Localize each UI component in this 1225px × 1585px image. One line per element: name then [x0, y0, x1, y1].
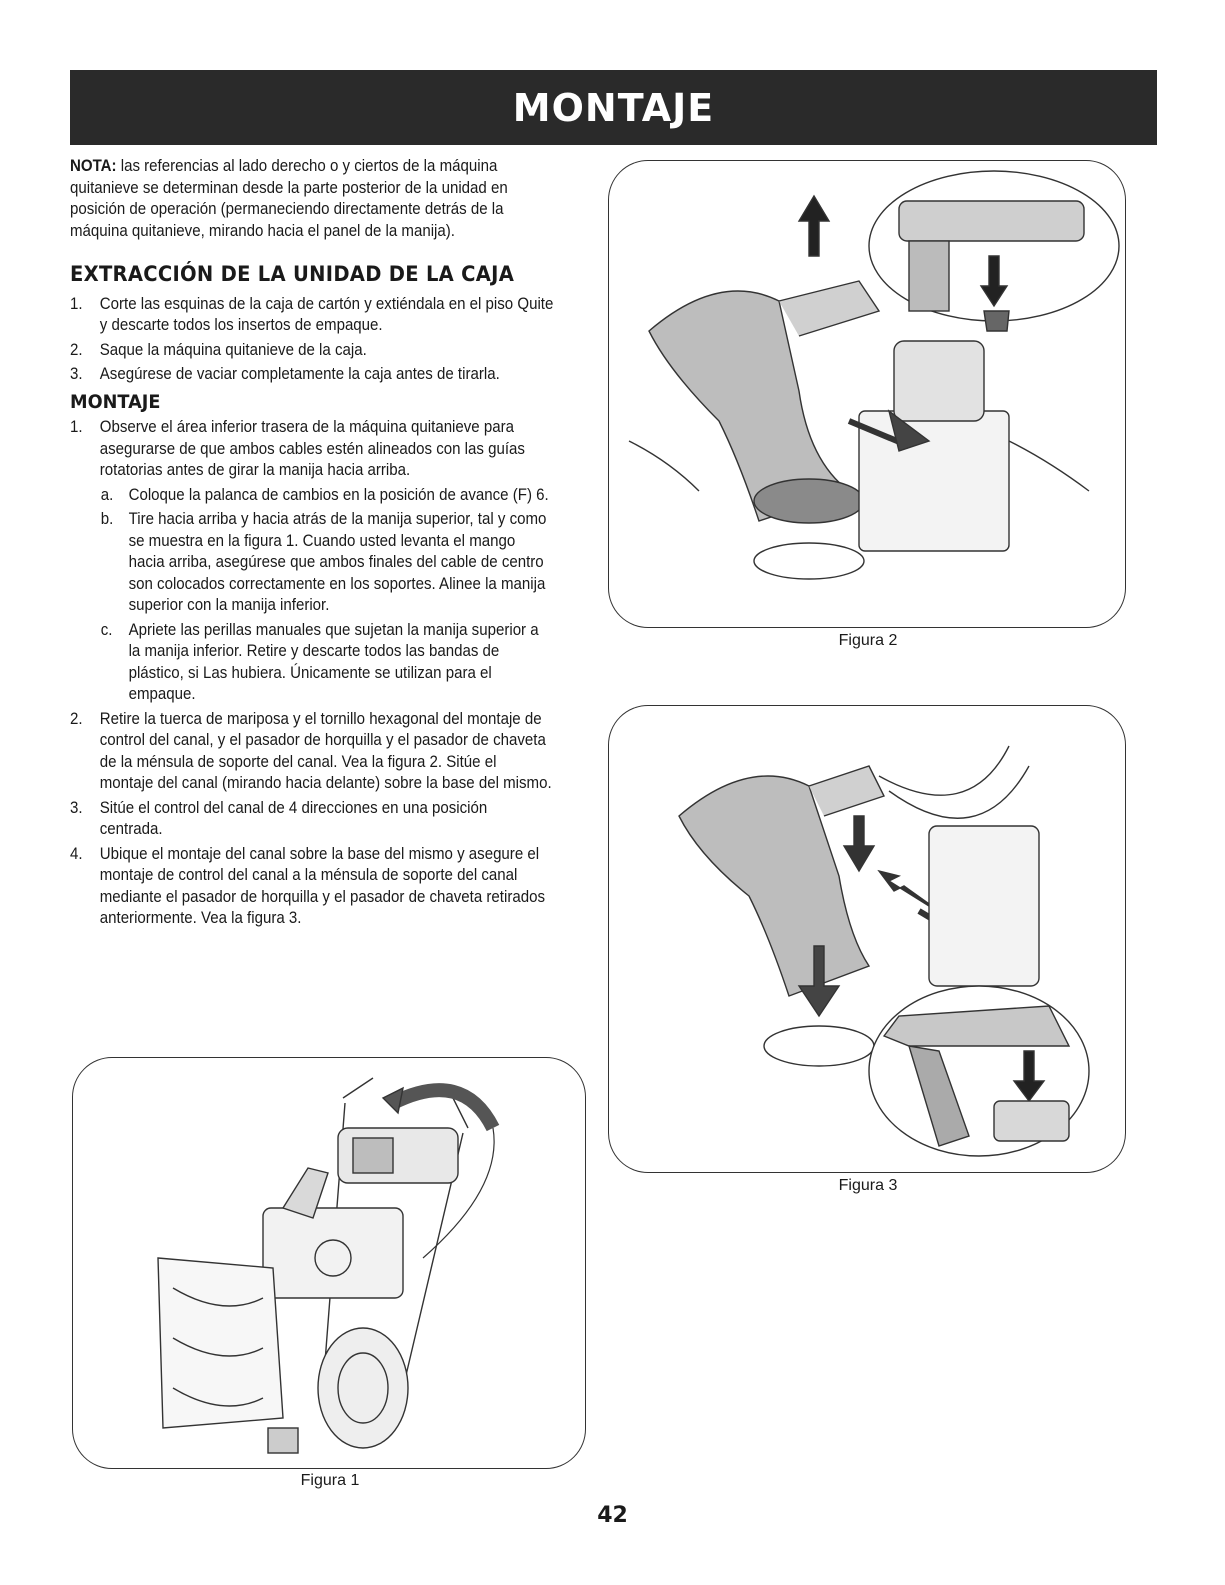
step-number: 1.	[70, 294, 83, 313]
section-banner	[70, 70, 1157, 145]
list-item	[70, 844, 554, 930]
sub-list-item	[101, 485, 554, 507]
step-text: Sitúe el control del canal de 4 direcciones en una posición centrada.	[99, 798, 488, 838]
figure-3-inset	[869, 986, 1089, 1156]
instructions-column	[70, 156, 554, 933]
snowblower-handle-drawing	[73, 1058, 585, 1468]
list-item	[70, 417, 554, 482]
list-item	[70, 709, 554, 795]
step-number: 4.	[70, 844, 83, 863]
step-number: 3.	[70, 798, 83, 817]
chute-installation-drawing	[609, 706, 1125, 1172]
note-text: las referencias al lado derecho o y ciertos de la máquina quitanieve se determinan desde la parte posterior de la unidad en posición de operación (permaneciendo directamente detrás de la máquina quitanieve, mirando hacia el panel de la manija).	[70, 157, 508, 240]
substep-letter: a.	[100, 485, 114, 504]
figure-2-caption: Figura 2	[838, 632, 898, 649]
step-number: 2.	[70, 709, 83, 728]
figure-3-caption: Figura 3	[838, 1177, 898, 1194]
substep-text: Tire hacia arriba y hacia atrás de la manija superior, tal y como se muestra en la figura 1. Cuando usted levanta el mango hacia arriba, asegúrese que ambos finales del cable de centro son colocados correctamente en los soportes. Alinee la manija superior con la manija inferior.	[128, 510, 547, 614]
step-text: Retire la tuerca de mariposa y el tornillo hexagonal del montaje de control del canal, y el pasador de horquilla y el pasador de chaveta de la ménsula de soporte del canal. Vea la figura 2. Sitúe el montaje del canal (mirando hacia delante) sobre la base del mismo.	[99, 709, 552, 792]
list-item	[70, 294, 554, 337]
substep-letter: c.	[100, 620, 113, 639]
section-title-extraccion: EXTRACCIÓN DE LA UNIDAD DE LA CAJA	[70, 262, 515, 286]
figure-2-inset	[869, 171, 1119, 331]
step-text: Observe el área inferior trasera de la máquina quitanieve para asegurarse de que ambos cables estén alineados con las guías rotatorias antes de girar la manija hacia arriba.	[99, 418, 525, 479]
list-item	[70, 798, 554, 841]
list-item	[70, 340, 554, 362]
section-title-montaje: MONTAJE	[70, 390, 161, 413]
page-number: 42	[597, 1503, 628, 1528]
step-text: Corte las esquinas de la caja de cartón y extiéndala en el piso Quite y descarte todos los insertos de empaque.	[99, 294, 554, 334]
substep-letter: b.	[100, 510, 114, 528]
step-number: 2.	[70, 340, 83, 359]
step-number: 1.	[70, 418, 83, 436]
step-text: Saque la máquina quitanieve de la caja.	[99, 340, 367, 359]
figure-1-illustration	[72, 1057, 586, 1469]
note-paragraph	[70, 156, 554, 242]
figure-3-illustration	[608, 705, 1126, 1173]
figure-1-caption: Figura 1	[300, 1472, 360, 1489]
substep-text: Coloque la palanca de cambios en la posición de avance (F) 6.	[128, 485, 549, 504]
list-item	[70, 364, 554, 386]
sub-list-item	[101, 509, 554, 617]
figure-2-illustration	[608, 160, 1126, 628]
step-text: Ubique el montaje del canal sobre la base del mismo y asegure el montaje de control del canal a la ménsula de soporte del canal mediante el pasador de horquilla y el pasador de chaveta retirados anteriormente. Vea la figura 3.	[99, 844, 545, 927]
step-text: Asegúrese de vaciar completamente la caja antes de tirarla.	[99, 365, 500, 383]
banner-title: MONTAJE	[512, 85, 715, 130]
substep-text: Apriete las perillas manuales que sujetan la manija superior a la manija inferior. Retire y descarte todos las bandas de plástico, si Las hubiera. Únicamente se utilizan para el empaque.	[128, 620, 539, 703]
chute-assembly-drawing	[609, 161, 1125, 627]
step-number: 3.	[70, 365, 83, 383]
note-label: NOTA:	[70, 157, 117, 175]
sub-list-item	[101, 620, 554, 706]
